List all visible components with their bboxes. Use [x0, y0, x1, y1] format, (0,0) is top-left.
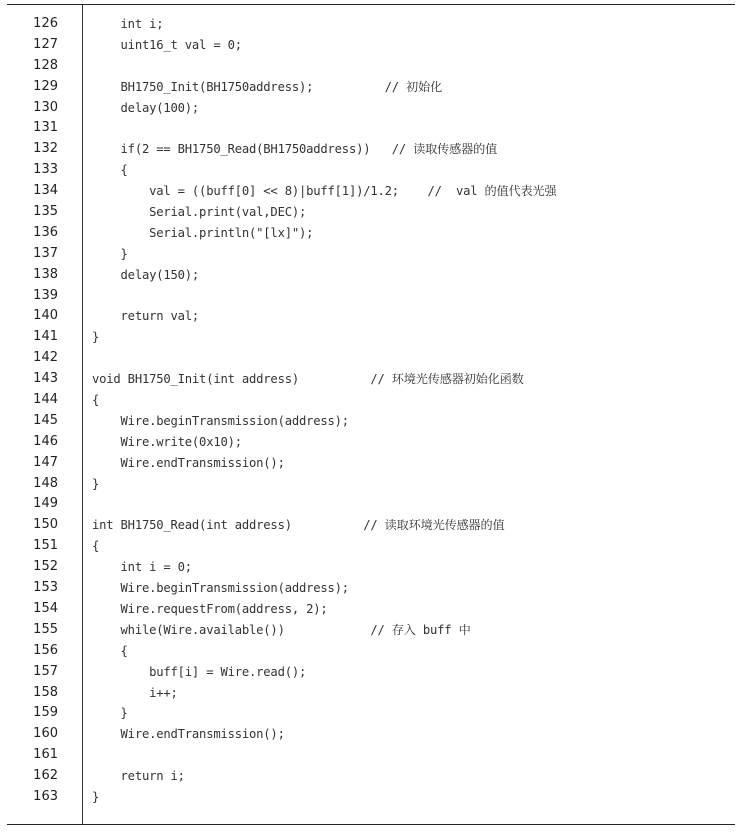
code-line — [7, 620, 735, 641]
code-line — [7, 181, 735, 202]
line-code: BH1750_Init(BH1750address); // 初始化 — [92, 79, 443, 94]
line-number: 130 — [33, 99, 58, 115]
line-code: { — [92, 539, 100, 554]
line-number: 132 — [33, 141, 58, 157]
line-code: } — [92, 330, 100, 345]
line-number: 145 — [33, 412, 58, 428]
line-number: 161 — [33, 747, 58, 763]
line-number: 135 — [33, 204, 58, 220]
line-number: 140 — [33, 308, 58, 324]
code-line — [7, 223, 735, 244]
line-number: 149 — [33, 496, 58, 512]
code-line — [7, 390, 735, 411]
line-code: } — [92, 789, 100, 804]
code-line — [7, 160, 735, 181]
code-line — [7, 683, 735, 704]
line-number: 128 — [33, 57, 58, 73]
line-number: 160 — [33, 726, 58, 742]
line-number: 136 — [33, 224, 58, 240]
line-number: 144 — [33, 392, 58, 408]
line-number: 143 — [33, 371, 58, 387]
line-code: return val; — [92, 309, 200, 324]
line-number: 129 — [33, 78, 58, 94]
line-number: 133 — [33, 162, 58, 178]
code-line — [7, 766, 735, 787]
line-code: { — [92, 393, 100, 408]
line-number: 148 — [33, 475, 58, 491]
line-code: { — [92, 163, 128, 178]
line-number: 153 — [33, 580, 58, 596]
line-number: 150 — [33, 517, 58, 533]
line-code: uint16_t val = 0; — [92, 37, 242, 52]
code-line — [7, 327, 735, 348]
line-code: delay(100); — [92, 100, 200, 115]
code-line — [7, 515, 735, 536]
code-lines — [7, 14, 735, 808]
line-number: 146 — [33, 433, 58, 449]
line-number: 162 — [33, 768, 58, 784]
line-number: 156 — [33, 642, 58, 658]
line-number: 155 — [33, 621, 58, 637]
code-line — [7, 536, 735, 557]
line-number: 134 — [33, 183, 58, 199]
line-number: 127 — [33, 36, 58, 52]
code-line — [7, 139, 735, 160]
line-code: Wire.beginTransmission(address); — [92, 581, 349, 596]
code-line — [7, 453, 735, 474]
line-code: } — [92, 476, 100, 491]
line-number: 139 — [33, 287, 58, 303]
line-number: 141 — [33, 329, 58, 345]
code-line — [7, 745, 735, 766]
code-line — [7, 724, 735, 745]
code-line — [7, 494, 735, 515]
code-line — [7, 118, 735, 139]
line-number: 142 — [33, 350, 58, 366]
line-code: val = ((buff[0] << 8)|buff[1])/1.2; // val 的值代表光强 — [92, 184, 557, 199]
code-line — [7, 411, 735, 432]
line-code: Wire.requestFrom(address, 2); — [92, 601, 328, 616]
code-line — [7, 202, 735, 223]
code-line — [7, 474, 735, 495]
code-line — [7, 599, 735, 620]
code-line — [7, 369, 735, 390]
code-line — [7, 77, 735, 98]
code-line — [7, 56, 735, 77]
line-code: int i; — [92, 17, 164, 31]
line-code: while(Wire.available()) // 存入 buff 中 — [92, 622, 471, 637]
line-number: 131 — [33, 120, 58, 136]
line-number: 159 — [33, 705, 58, 721]
line-number: 151 — [33, 538, 58, 554]
code-line — [7, 703, 735, 724]
line-code: if(2 == BH1750_Read(BH1750address)) // 读取传感器的值 — [92, 142, 498, 157]
line-code: delay(150); — [92, 267, 200, 282]
code-line — [7, 98, 735, 119]
line-code: } — [92, 706, 128, 721]
code-listing — [7, 4, 735, 825]
line-code: Wire.endTransmission(); — [92, 727, 285, 742]
line-code: i++; — [92, 685, 178, 700]
line-number: 126 — [33, 16, 58, 31]
line-code: { — [92, 643, 128, 658]
line-code: Wire.write(0x10); — [92, 434, 242, 449]
line-number: 152 — [33, 559, 58, 575]
code-line — [7, 432, 735, 453]
line-code: Wire.beginTransmission(address); — [92, 413, 349, 428]
line-number: 157 — [33, 663, 58, 679]
code-line — [7, 265, 735, 286]
line-number: 138 — [33, 266, 58, 282]
line-number: 158 — [33, 684, 58, 700]
line-number: 163 — [33, 788, 58, 804]
line-code: Serial.print(val,DEC); — [92, 205, 307, 220]
code-line — [7, 244, 735, 265]
code-line — [7, 578, 735, 599]
code-line — [7, 14, 735, 35]
line-code: buff[i] = Wire.read(); — [92, 664, 307, 679]
line-code: int BH1750_Read(int address) // 读取环境光传感器的值 — [92, 518, 505, 533]
line-number: 154 — [33, 600, 58, 616]
code-line — [7, 348, 735, 369]
line-code: void BH1750_Init(int address) // 环境光传感器初始化函数 — [92, 372, 524, 387]
code-line — [7, 662, 735, 683]
line-code: return i; — [92, 769, 185, 784]
line-number: 147 — [33, 454, 58, 470]
line-number: 137 — [33, 245, 58, 261]
code-line — [7, 286, 735, 307]
code-line — [7, 787, 735, 808]
line-code: int i = 0; — [92, 560, 192, 575]
line-code: } — [92, 246, 128, 261]
code-line — [7, 641, 735, 662]
code-line — [7, 557, 735, 578]
code-line — [7, 306, 735, 327]
code-line — [7, 35, 735, 56]
line-code: Wire.endTransmission(); — [92, 455, 285, 470]
line-code: Serial.println("[lx]"); — [92, 225, 314, 240]
